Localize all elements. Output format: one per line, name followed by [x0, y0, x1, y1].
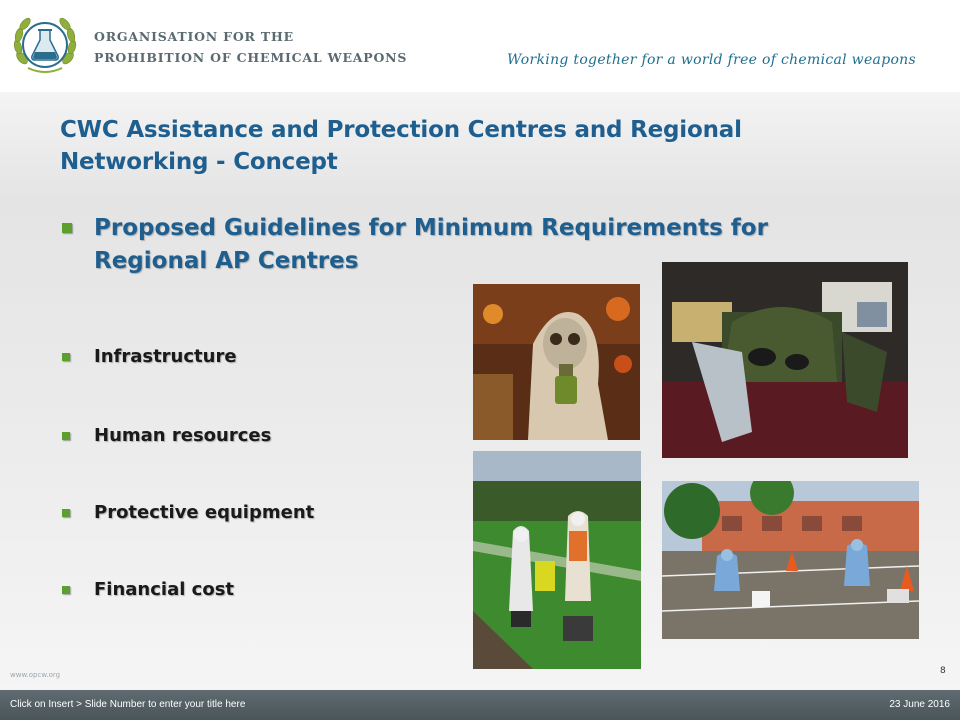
- footer-bar: [0, 690, 960, 720]
- gas-mask-display-photo: [473, 284, 640, 440]
- sub-bullet-text: Protective equipment: [94, 502, 315, 523]
- field-sampling-photo: [473, 451, 641, 669]
- sub-bullet-item: [62, 425, 271, 446]
- bullet-square-icon: [62, 353, 70, 361]
- bullet-square-icon: [62, 223, 72, 233]
- org-name-line1: ORGANISATION FOR THE: [94, 29, 294, 44]
- organisation-name: [94, 26, 407, 68]
- sub-bullet-item: [62, 579, 234, 600]
- main-bullet-text: Proposed Guidelines for Minimum Requirements for Regional AP Centres: [94, 215, 768, 274]
- slide-title: CWC Assistance and Protection Centres and Regional Networking - Concept: [60, 117, 742, 175]
- protective-suits-table-photo: [662, 262, 908, 458]
- slide-header: [0, 0, 960, 92]
- opcw-emblem-icon: [10, 10, 80, 80]
- slide-number: 8: [940, 666, 946, 676]
- footer-title-placeholder: Click on Insert > Slide Number to enter your title here: [10, 699, 246, 710]
- bullet-square-icon: [62, 432, 70, 440]
- tagline: Working together for a world free of chemical weapons: [507, 52, 916, 68]
- bullet-square-icon: [62, 509, 70, 517]
- bullet-square-icon: [62, 586, 70, 594]
- sub-bullet-text: Financial cost: [94, 579, 235, 600]
- sub-bullet-item: [62, 502, 314, 523]
- sub-bullet-text: Infrastructure: [94, 346, 237, 367]
- footer-date: 23 June 2016: [889, 699, 950, 710]
- sub-bullet-item: [62, 346, 237, 367]
- decontamination-exercise-photo: [662, 481, 919, 639]
- org-name-line2: PROHIBITION OF CHEMICAL WEAPONS: [94, 50, 408, 65]
- sub-bullet-text: Human resources: [94, 425, 272, 446]
- website-url: www.opcw.org: [10, 671, 61, 679]
